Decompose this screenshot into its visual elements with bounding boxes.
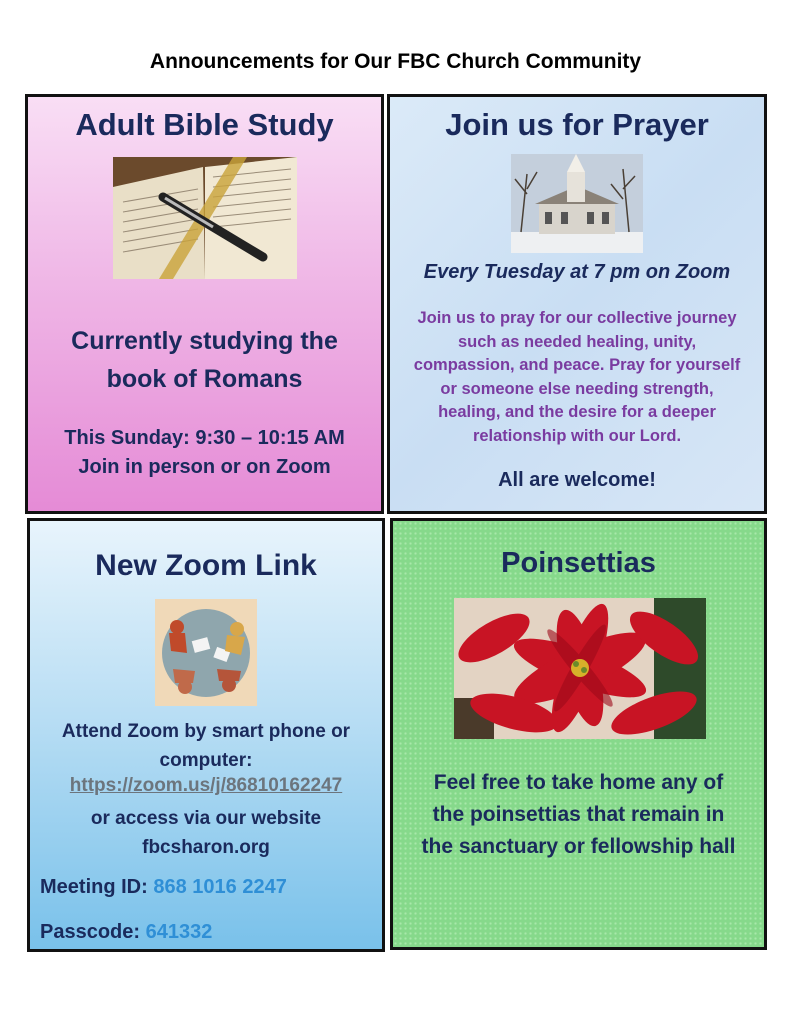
bible-study-panel <box>25 94 384 514</box>
website-link[interactable]: fbcsharon.org <box>142 837 270 858</box>
church-photo <box>511 154 643 253</box>
meeting-id-row: Meeting ID: 868 1016 2247 <box>40 876 287 898</box>
meeting-id-value: 868 1016 2247 <box>153 876 287 898</box>
bible-time-text: This Sunday: 9:30 – 10:15 AM Join in person or on Zoom <box>64 427 345 478</box>
prayer-schedule: Every Tuesday at 7 pm on Zoom <box>423 261 731 283</box>
bible-photo <box>113 157 297 279</box>
meeting-illustration <box>155 599 257 706</box>
zoom-title: New Zoom Link <box>95 549 317 582</box>
zoom-website-text: or access via our website fbcsharon.org <box>30 804 382 862</box>
poinsettia-photo <box>454 598 706 739</box>
poinsettias-panel <box>390 518 767 950</box>
passcode-row: Passcode: 641332 <box>40 921 213 943</box>
zoom-attend-text: Attend Zoom by smart phone or computer: <box>61 721 351 771</box>
zoom-link[interactable]: https://zoom.us/j/86810162247 <box>69 775 343 796</box>
studying-text: Currently studying the book of Romans <box>71 327 338 393</box>
zoom-panel <box>27 518 385 952</box>
passcode-value: 641332 <box>145 921 213 943</box>
prayer-panel <box>387 94 767 514</box>
poinsettias-text: Feel free to take home any of the poinsettias that remain in the sanctuary or fellowship hall <box>421 771 736 858</box>
poinsettias-title: Poinsettias <box>501 547 656 579</box>
prayer-title: Join us for Prayer <box>445 107 709 142</box>
prayer-welcome: All are welcome! <box>498 469 656 491</box>
bible-study-title: Adult Bible Study <box>75 107 334 142</box>
prayer-body: Join us to pray for our collective journey such as needed healing, unity, compassion, and peace. Pray for yourself or someone else needing strength, healing, and the desire for a deeper relationship with our Lord. <box>413 309 741 445</box>
page-title: Announcements for Our FBC Church Community <box>149 50 642 73</box>
